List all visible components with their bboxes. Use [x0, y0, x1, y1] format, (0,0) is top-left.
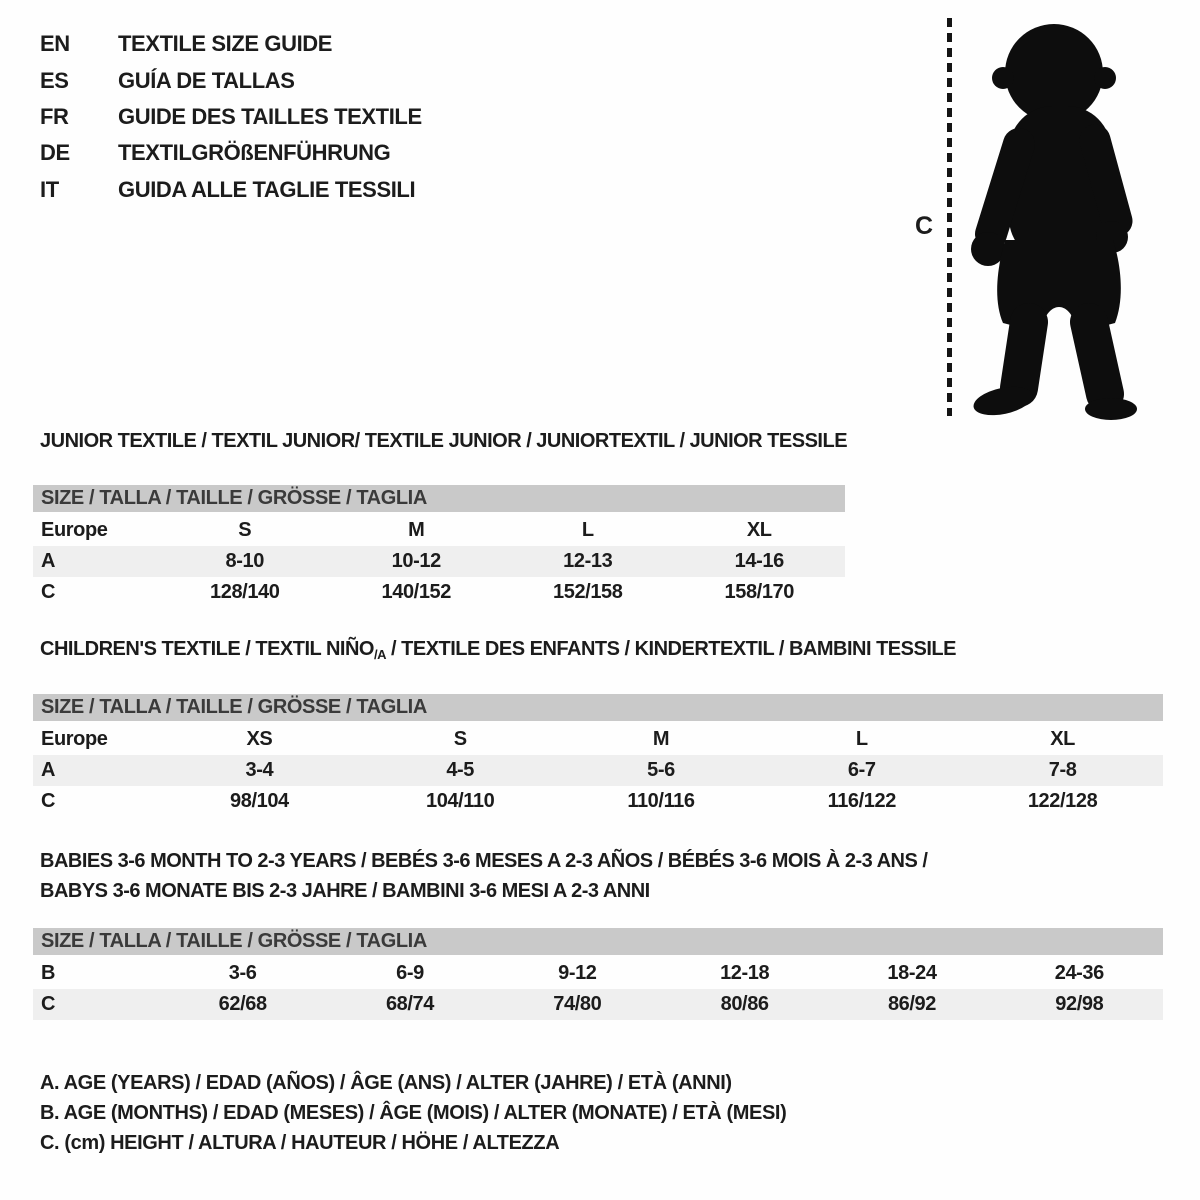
row-label: A [41, 550, 56, 572]
guide-title: GUIDA ALLE TAGLIE TESSILI [118, 176, 416, 202]
size-value-cell: 18-24 [887, 962, 937, 984]
size-value-cell: 14-16 [734, 550, 784, 572]
size-value-cell: 140/152 [381, 581, 451, 603]
legend-age-years: A. AGE (YEARS) / EDAD (AÑOS) / ÂGE (ANS) / ALTER (JAHRE) / ETÀ (ANNI) [40, 1072, 732, 1094]
size-value-cell: XL [746, 519, 772, 541]
size-value-cell: 122/128 [1027, 790, 1098, 812]
size-value-cell: 4-5 [446, 759, 475, 781]
title-part: CHILDREN'S TEXTILE / TEXTIL NIÑO [40, 638, 374, 660]
size-value-cell: 8-10 [225, 550, 264, 572]
language-row [40, 99, 422, 135]
size-value-cell: 110/116 [627, 790, 695, 812]
size-value-cell: S [453, 728, 467, 750]
size-value-cell: 92/98 [1055, 993, 1104, 1015]
section-junior-textile [33, 430, 848, 608]
guide-title: TEXTILE SIZE GUIDE [118, 31, 333, 57]
height-dashed-line [947, 18, 952, 416]
guide-title: GUÍA DE TALLAS [118, 67, 295, 93]
size-value-cell: 10-12 [391, 550, 441, 572]
size-value-cell: 9-12 [558, 962, 597, 984]
section-children-textile [33, 638, 1163, 817]
measure-c-label: C [915, 212, 933, 240]
size-value-cell: M [652, 728, 670, 750]
row-label: B [41, 962, 56, 984]
title-line-1: BABIES 3-6 MONTH TO 2-3 YEARS / BEBÉS 3-6 MESES A 2-3 AÑOS / BÉBÉS 3-6 MOIS À 2-3 ANS / [40, 850, 928, 872]
language-code: IT [40, 176, 59, 202]
language-row [40, 135, 422, 171]
size-value-cell: 3-4 [245, 759, 274, 781]
table-row [33, 546, 845, 577]
size-value-cell: 24-36 [1054, 962, 1104, 984]
size-value-cell: XS [246, 728, 273, 750]
measurement-legend [40, 1068, 786, 1158]
size-header-bar: SIZE / TALLA / TAILLE / GRÖSSE / TAGLIA [33, 928, 1163, 955]
row-label: C [41, 993, 56, 1015]
children-size-table [33, 724, 1163, 817]
row-label: C [41, 581, 56, 603]
guide-title: GUIDE DES TAILLES TEXTILE [118, 103, 422, 129]
section-babies-textile [33, 846, 1163, 1020]
title-line-2: BABYS 3-6 MONATE BIS 2-3 JAHRE / BAMBINI 3-6 MESI A 2-3 ANNI [40, 880, 650, 902]
size-value-cell: L [855, 728, 868, 750]
row-label: Europe [41, 519, 108, 541]
size-value-cell: 12-13 [563, 550, 613, 572]
junior-size-table [33, 515, 845, 608]
table-row [33, 786, 1163, 817]
table-row [33, 577, 845, 608]
table-row [33, 958, 1163, 989]
height-measure-figure [905, 16, 1165, 422]
language-title-list [40, 26, 422, 208]
section-title [33, 846, 1163, 906]
size-value-cell: 152/158 [553, 581, 623, 603]
size-value-cell: 98/104 [230, 790, 289, 812]
babies-size-table [33, 958, 1163, 1020]
size-value-cell: XL [1050, 728, 1075, 750]
section-title [33, 638, 1163, 662]
table-row [33, 755, 1163, 786]
language-code: DE [40, 140, 70, 166]
size-value-cell: 3-6 [228, 962, 257, 984]
section-title: JUNIOR TEXTILE / TEXTIL JUNIOR/ TEXTILE JUNIOR / JUNIORTEXTIL / JUNIOR TESSILE [40, 430, 848, 452]
size-value-cell: 74/80 [553, 993, 602, 1015]
size-value-cell: 158/170 [724, 581, 794, 603]
size-value-cell: 5-6 [647, 759, 675, 781]
size-header-bar: SIZE / TALLA / TAILLE / GRÖSSE / TAGLIA [33, 694, 1163, 721]
language-row [40, 172, 422, 208]
size-value-cell: 6-9 [396, 962, 424, 984]
size-value-cell: M [408, 519, 425, 541]
language-row [40, 26, 422, 62]
table-row [33, 515, 845, 546]
size-header-bar: SIZE / TALLA / TAILLE / GRÖSSE / TAGLIA [33, 485, 845, 512]
language-code: FR [40, 103, 69, 129]
size-value-cell: 12-18 [720, 962, 770, 984]
row-label: Europe [41, 728, 108, 750]
size-value-cell: 7-8 [1048, 759, 1077, 781]
legend-height-cm: C. (cm) HEIGHT / ALTURA / HAUTEUR / HÖHE / ALTEZZA [40, 1132, 560, 1154]
size-value-cell: 104/110 [425, 790, 495, 812]
size-value-cell: 116/122 [827, 790, 896, 812]
table-row [33, 724, 1163, 755]
language-code: EN [40, 31, 70, 57]
size-value-cell: L [581, 519, 594, 541]
size-value-cell: 68/74 [385, 993, 435, 1015]
language-row [40, 62, 422, 98]
size-value-cell: 128/140 [210, 581, 280, 603]
table-row [33, 989, 1163, 1020]
size-value-cell: 6-7 [847, 759, 876, 781]
title-subscript: /A [373, 647, 386, 662]
title-part: / TEXTILE DES ENFANTS / KINDERTEXTIL / BAMBINI TESSILE [385, 638, 956, 660]
size-value-cell: S [238, 519, 252, 541]
toddler-silhouette-icon [967, 16, 1152, 420]
legend-age-months: B. AGE (MONTHS) / EDAD (MESES) / ÂGE (MOIS) / ALTER (MONATE) / ETÀ (MESI) [40, 1102, 787, 1124]
row-label: C [41, 790, 56, 812]
size-value-cell: 86/92 [887, 993, 936, 1015]
guide-title: TEXTILGRÖßENFÜHRUNG [118, 140, 391, 166]
row-label: A [41, 759, 56, 781]
size-value-cell: 62/68 [218, 993, 267, 1015]
language-code: ES [40, 67, 69, 93]
size-value-cell: 80/86 [720, 993, 769, 1015]
